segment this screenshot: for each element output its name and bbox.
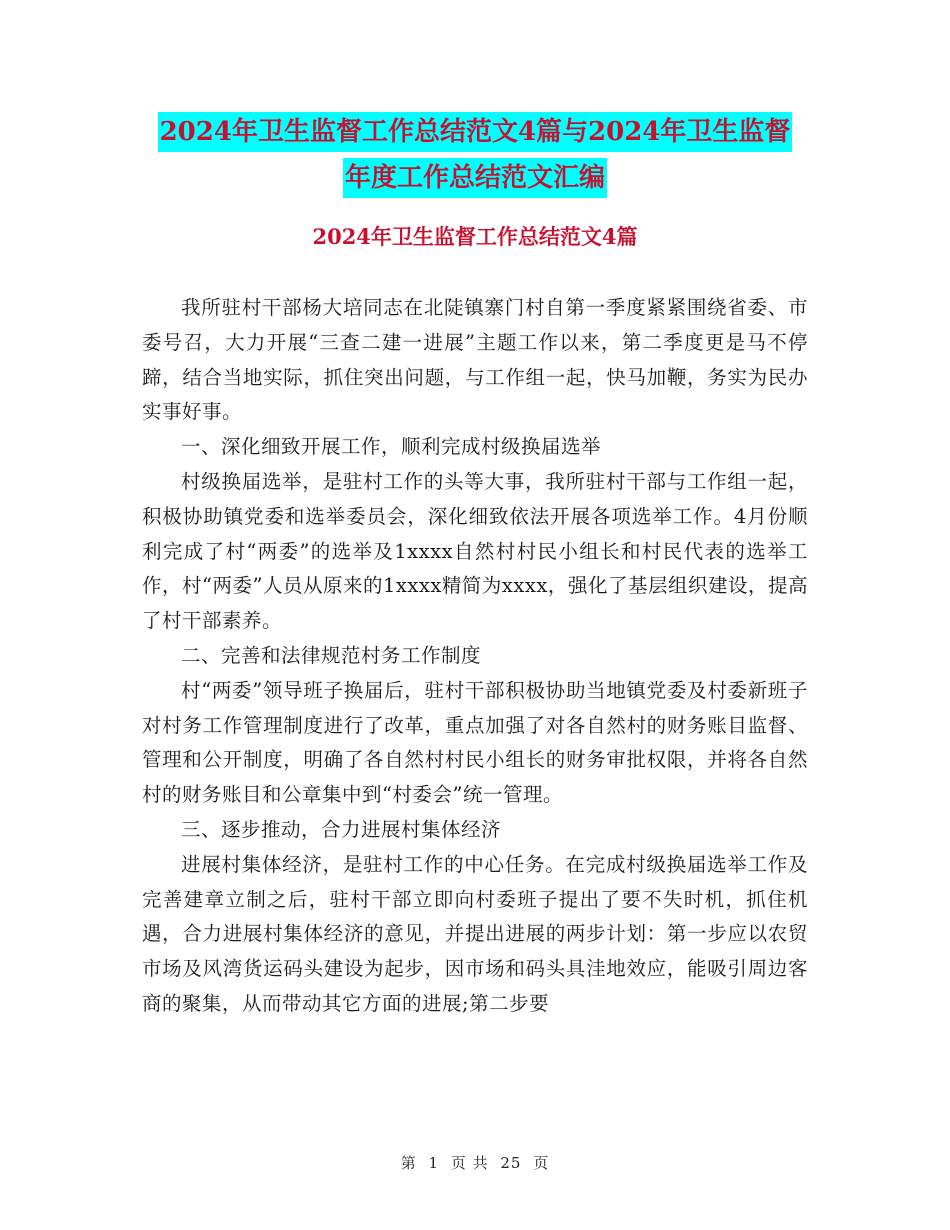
section-heading: 三、逐步推动，合力进展村集体经济: [181, 817, 502, 841]
section-heading: 一、深化细致开展工作，顺利完成村级换届选举: [181, 435, 602, 459]
footer-suffix: 页: [533, 1154, 550, 1172]
title-line-2: 年度工作总结范文汇编: [343, 158, 607, 198]
paragraph: 村“两委”领导班子换届后，驻村干部积极协助当地镇党委及村委新班子对村务工作管理制度进行了改革，重点加强了对各自然村的财务账目监督、管理和公开制度，明确了各自然村村民小组长的财务审批权限，并将各自然村的财务账目和公章集中到“村委会”统一管理。: [142, 678, 808, 807]
footer-prefix: 第: [400, 1154, 417, 1172]
paragraph: 进展村集体经济，是驻村工作的中心任务。在完成村级换届选举工作及完善建章立制之后，驻村干部立即向村委班子提出了要不失时机，抓住机遇，合力进展村集体经济的意见，并提出进展的两步计划：第一步应以农贸市场及风湾货运码头建设为起步，因市场和码头具洼地效应，能吸引周边客商的聚集，从而带动其它方面的进展;第二步要: [142, 852, 808, 1015]
paragraph: 我所驻村干部杨大培同志在北陡镇寨门村自第一季度紧紧围绕省委、市委号召，大力开展“三查二建一进展”主题工作以来，第二季度更是马不停蹄，结合当地实际，抓住突出问题，与工作组一起，快马加鞭，务实为民办实事好事。: [142, 296, 808, 424]
footer-middle: 页 共: [450, 1154, 489, 1172]
document-body: [142, 291, 808, 1022]
title-line-1: 2024年卫生监督工作总结范文4篇与2024年卫生监督: [158, 112, 793, 152]
paragraph: 村级换届选举，是驻村工作的头等大事，我所驻村干部与工作组一起，积极协助镇党委和选举委员会，深化细致依法开展各项选举工作。4月份顺利完成了村“两委”的选举及1xxxx自然村村民小组长和村民代表的选举工作，村“两委”人员从原来的1xxxx精简为xxxx，强化了基层组织建设，提高了村干部素养。: [142, 469, 808, 633]
document-title: [0, 112, 950, 198]
page-total: 25: [500, 1154, 522, 1172]
page-footer: [0, 1152, 950, 1173]
section-heading: 二、完善和法律规范村务工作制度: [181, 643, 482, 667]
section-title: 2024年卫生监督工作总结范文4篇: [312, 224, 638, 249]
page-number: 1: [428, 1154, 440, 1172]
